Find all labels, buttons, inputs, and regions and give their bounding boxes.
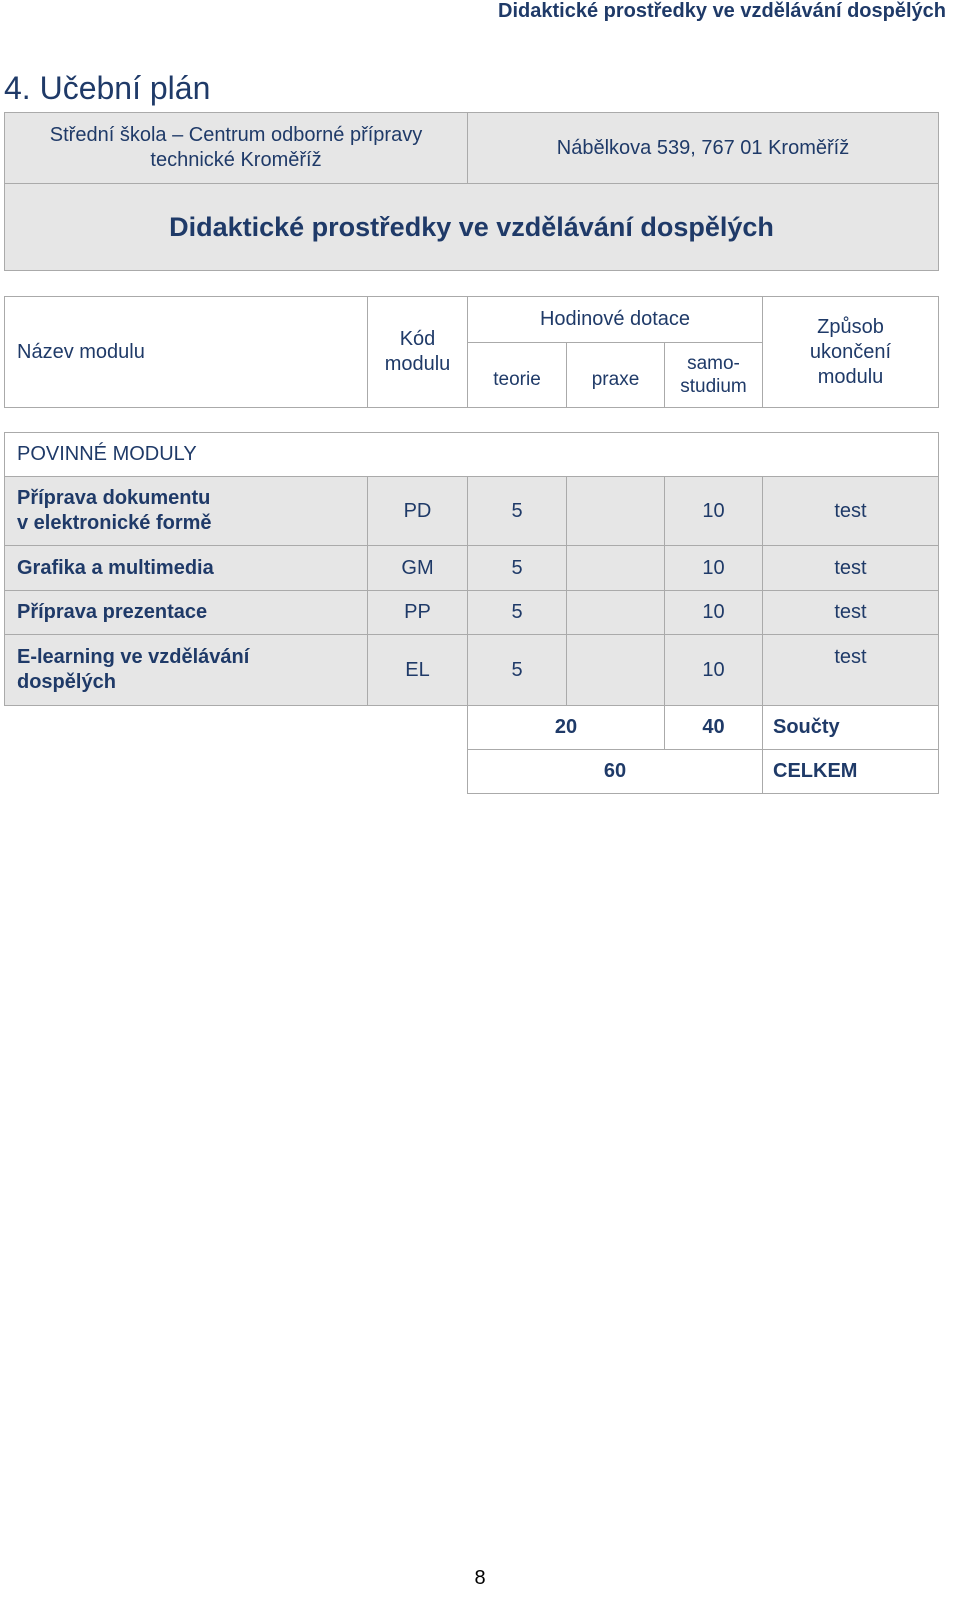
module-row-4-self-study-text: 10: [702, 658, 725, 681]
module-row-1-self-study-text: 10: [702, 499, 725, 522]
module-row-4-completion: [762, 634, 939, 706]
module-row-1-code-text: PD: [403, 499, 432, 522]
module-row-3-self-study-text: 10: [702, 601, 725, 623]
page-number: 8: [474, 1567, 486, 1589]
module-row-3-name-text: Příprava prezentace: [17, 601, 208, 623]
module-row-4-code: [367, 634, 468, 706]
module-row-3-code: [367, 590, 468, 635]
module-row-1-code: [367, 476, 468, 546]
school-name-line2: technické Kroměříž: [150, 149, 322, 171]
module-row-3-practice: [566, 590, 665, 635]
header-module-name: [4, 296, 368, 408]
module-row-2-completion: [762, 545, 939, 591]
module-row-1-theory-text: 5: [511, 499, 523, 522]
module-row-2-theory-text: 5: [511, 556, 523, 579]
module-row-4-theory-text: 5: [511, 658, 523, 681]
module-row-2-code: [367, 545, 468, 591]
grand-total-label-text: CELKEM: [773, 760, 858, 782]
module-row-2-practice: [566, 545, 665, 591]
module-row-3-completion-text: test: [834, 601, 867, 623]
module-row-4-theory: [467, 634, 567, 706]
totals-label-text: Součty: [773, 716, 840, 738]
header-completion-line2: ukončení: [809, 340, 892, 363]
module-row-3-theory: [467, 590, 567, 635]
module-row-4-name-line1: E-learning ve vzdělávání: [17, 646, 250, 668]
module-row-2-name: [4, 545, 368, 591]
module-row-4-code-text: EL: [405, 658, 430, 681]
program-title-text: Didaktické prostředky ve vzdělávání dospělých: [169, 211, 774, 242]
header-module-code: [367, 296, 468, 408]
module-row-1-name: [4, 476, 368, 546]
header-theory: [467, 342, 567, 408]
module-row-1-name-line1: Příprava dokumentu: [17, 487, 211, 509]
header-module-code-line1: Kód: [399, 328, 436, 350]
module-row-1-theory: [467, 476, 567, 546]
module-row-2-name-text: Grafika a multimedia: [17, 556, 214, 579]
running-header: Didaktické prostředky ve vzdělávání dospělých: [498, 0, 946, 22]
header-self-study: [664, 342, 763, 408]
mandatory-label: [4, 432, 939, 477]
module-row-1-name-line2: v elektronické formě: [17, 512, 212, 534]
module-row-3-completion: [762, 590, 939, 635]
header-completion-line1: Způsob: [817, 315, 884, 338]
total-self-study-text: 40: [702, 716, 725, 738]
grand-total-text: 60: [603, 760, 627, 782]
total-theory: [467, 705, 665, 750]
header-practice-text: praxe: [591, 368, 640, 390]
module-row-3-theory-text: 5: [511, 601, 523, 623]
section-title: 4. Učební plán: [4, 70, 211, 106]
grand-total: [467, 749, 763, 794]
grand-total-label: [762, 749, 939, 794]
module-row-1-completion-text: test: [834, 499, 867, 522]
module-row-3-self-study: [664, 590, 763, 635]
totals-label: [762, 705, 939, 750]
total-theory-text: 20: [554, 716, 578, 738]
module-row-4-name-line2: dospělých: [17, 671, 116, 693]
module-row-4-name: [4, 634, 368, 706]
header-module-name-text: Název modulu: [17, 340, 145, 363]
header-hours: [467, 296, 763, 343]
module-row-3-code-text: PP: [404, 601, 431, 623]
header-self-study-line1: samo-: [687, 353, 740, 374]
module-row-2-self-study-text: 10: [702, 556, 725, 579]
header-module-code-line2: modulu: [384, 353, 451, 375]
header-self-study-line2: studium: [680, 376, 747, 397]
module-row-1-practice: [566, 476, 665, 546]
module-row-4-completion-text: test: [834, 646, 867, 668]
header-theory-text: teorie: [493, 368, 541, 390]
module-row-2-code-text: GM: [401, 556, 434, 579]
program-title: [4, 183, 939, 271]
module-row-2-completion-text: test: [834, 556, 867, 579]
module-row-1-self-study: [664, 476, 763, 546]
school-name-line1: Střední škola – Centrum odborné přípravy: [49, 124, 423, 146]
module-row-2-self-study: [664, 545, 763, 591]
module-row-2-theory: [467, 545, 567, 591]
module-row-4-self-study: [664, 634, 763, 706]
module-row-3-name: [4, 590, 368, 635]
total-self-study: [664, 705, 763, 750]
header-completion: [762, 296, 939, 408]
school-address-text: Nábělkova 539, 767 01 Kroměříž: [556, 136, 850, 159]
school-address: [467, 112, 939, 184]
module-row-4-practice: [566, 634, 665, 706]
module-row-1-completion: [762, 476, 939, 546]
header-completion-line3: modulu: [817, 365, 884, 388]
school-name: [4, 112, 468, 184]
header-hours-text: Hodinové dotace: [539, 308, 691, 330]
mandatory-label-text: POVINNÉ MODULY: [17, 443, 197, 465]
header-practice: [566, 342, 665, 408]
